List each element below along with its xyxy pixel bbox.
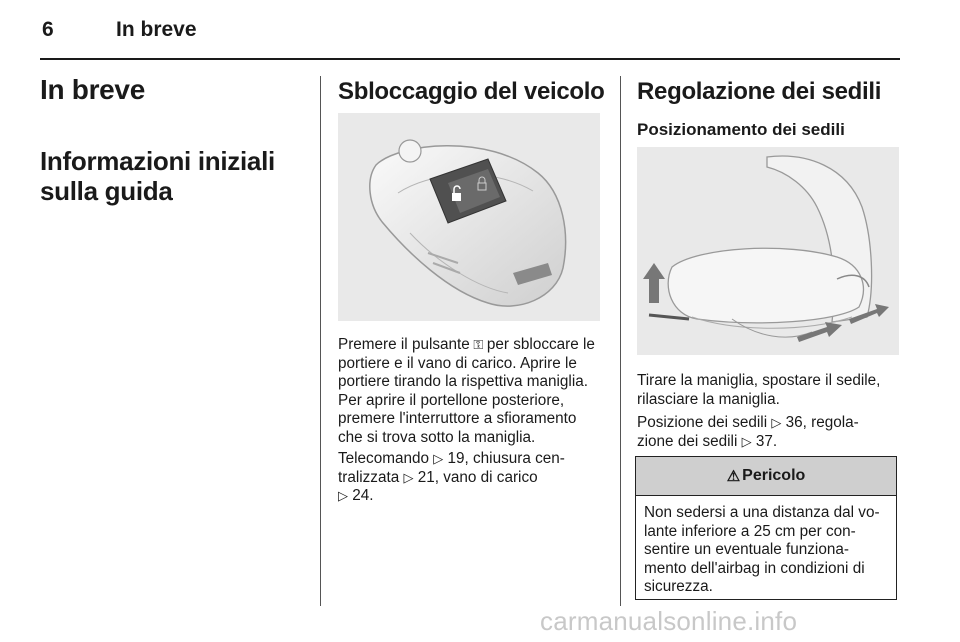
danger-title: Pericolo (742, 467, 806, 484)
reference-arrow-icon: ▷ (403, 469, 414, 485)
danger-notice-header (636, 457, 896, 496)
text-line: che si trova sotto la maniglia. (338, 428, 536, 446)
reference-arrow-icon: ▷ (741, 433, 752, 449)
unlock-icon: ⚿ (469, 337, 487, 352)
page-reference[interactable]: 21, vano di carico (417, 468, 538, 486)
text-line: sicurezza. (644, 578, 713, 595)
watermark: carmanualsonline.info (540, 606, 798, 636)
reference-arrow-icon: ▷ (338, 488, 348, 503)
chapter-subtitle-line: Informazioni iniziali (40, 146, 275, 176)
section-heading-unlock: Sbloccaggio del veicolo (338, 78, 605, 105)
subsection-heading-seat-position: Posizionamento dei sedili (637, 120, 845, 139)
seat-references (637, 414, 899, 451)
text-line: portiere tirando la rispettiva maniglia. (338, 373, 588, 390)
danger-notice (635, 456, 897, 600)
reference-arrow-icon: ▷ (771, 415, 782, 430)
column-divider-2 (620, 76, 621, 606)
key-fob-drawing (338, 113, 600, 321)
unlock-paragraph (338, 336, 610, 447)
page-reference[interactable]: 19, chiusura cen- (447, 450, 565, 467)
page-number: 6 (42, 18, 54, 41)
seat-drawing (637, 147, 899, 355)
reference-arrow-icon: ▷ (433, 451, 444, 466)
text-line: lante inferiore a 25 cm per con- (644, 522, 856, 540)
page-reference[interactable]: 37. (755, 432, 778, 450)
warning-triangle-icon: ⚠ (726, 468, 741, 485)
danger-notice-body (636, 496, 896, 597)
text-span: Telecomando (338, 450, 429, 467)
up-arrow-icon (643, 263, 665, 303)
chapter-subtitle (40, 146, 275, 206)
text-span: zione dei sedili (637, 432, 738, 450)
seat-instructions (637, 372, 899, 409)
text-span: Premere il pulsante (338, 336, 470, 353)
text-line: premere l'interruttore a sfioramento (338, 410, 577, 427)
header-rule (40, 58, 900, 60)
text-line: rilasciare la maniglia. (637, 390, 780, 408)
column-divider-1 (320, 76, 321, 606)
key-fob-illustration (338, 113, 600, 321)
chapter-subtitle-line: sulla guida (40, 176, 173, 206)
text-line: mento dell'airbag in condizioni di (644, 559, 865, 577)
page-reference[interactable]: 24. (352, 487, 374, 504)
text-span: per sbloccare le (486, 336, 595, 353)
chapter-title: In breve (40, 74, 145, 105)
text-line: Non sedersi a una distanza dal vo- (644, 504, 880, 521)
unlock-references (338, 450, 610, 506)
seat-adjustment-illustration (637, 147, 899, 355)
text-span: Posizione dei sedili (637, 414, 768, 431)
text-line: sentire un eventuale funziona- (644, 541, 849, 558)
text-line: Per aprire il portellone posteriore, (338, 391, 565, 409)
text-line: portiere e il vano di carico. Aprire le (338, 354, 577, 372)
header-section-title: In breve (116, 18, 197, 41)
text-line: Tirare la maniglia, spostare il sedile, (637, 372, 881, 389)
text-span: tralizzata (338, 468, 400, 486)
page-reference[interactable]: 36, regola- (785, 414, 859, 431)
section-heading-seats: Regolazione dei sedili (637, 78, 882, 105)
